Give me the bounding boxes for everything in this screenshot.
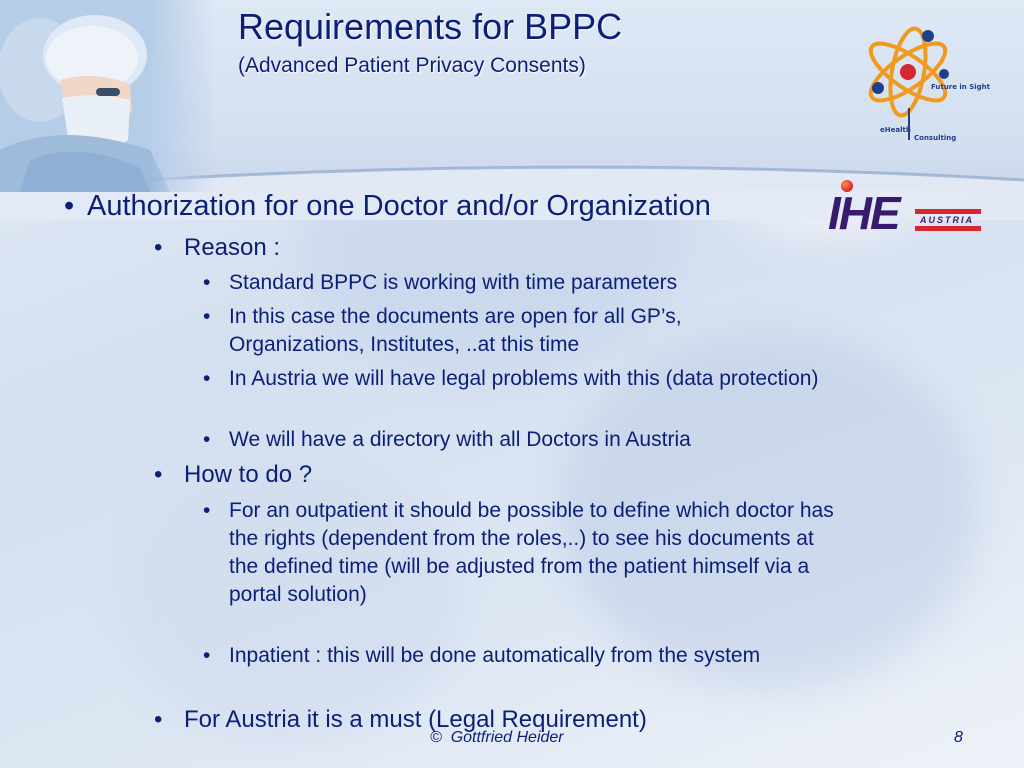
bullet-dot-icon: •: [203, 428, 211, 451]
ihe-bar-bottom: [915, 226, 981, 231]
bullet-dot-icon: •: [203, 499, 211, 522]
bullet-dot-icon: •: [154, 234, 163, 261]
ehealth-name-right: Consulting: [914, 134, 957, 142]
bullet-dot-icon: •: [154, 461, 163, 488]
ihe-subtitle: AUSTRIA: [920, 215, 974, 225]
bullet-dot-icon: •: [203, 367, 211, 390]
bullet-dot-icon: •: [154, 706, 163, 733]
footer-author-name: Gottfried Heider: [450, 729, 564, 746]
ihe-wordmark: IHE: [828, 187, 899, 239]
ihe-austria-logo: [826, 178, 986, 244]
surgeon-photo: [0, 0, 215, 192]
bullet-dot-icon: •: [203, 644, 211, 667]
slide-subtitle: (Advanced Patient Privacy Consents): [238, 54, 586, 77]
copyright-icon: ©: [430, 729, 442, 746]
bullet-dot-icon: •: [64, 190, 75, 222]
footer-copyright: [430, 729, 564, 747]
ehealth-tagline: Future in Sight: [931, 83, 990, 91]
bullet-dot-icon: •: [203, 305, 211, 328]
ihe-bar-top: [915, 209, 981, 214]
ehealth-name-left: eHealth: [880, 126, 911, 134]
ehealth-consulting-logo: [858, 22, 998, 152]
bullet-dot-icon: •: [203, 271, 211, 294]
slide-title: Requirements for BPPC: [238, 6, 623, 47]
page-number: 8: [954, 729, 963, 746]
